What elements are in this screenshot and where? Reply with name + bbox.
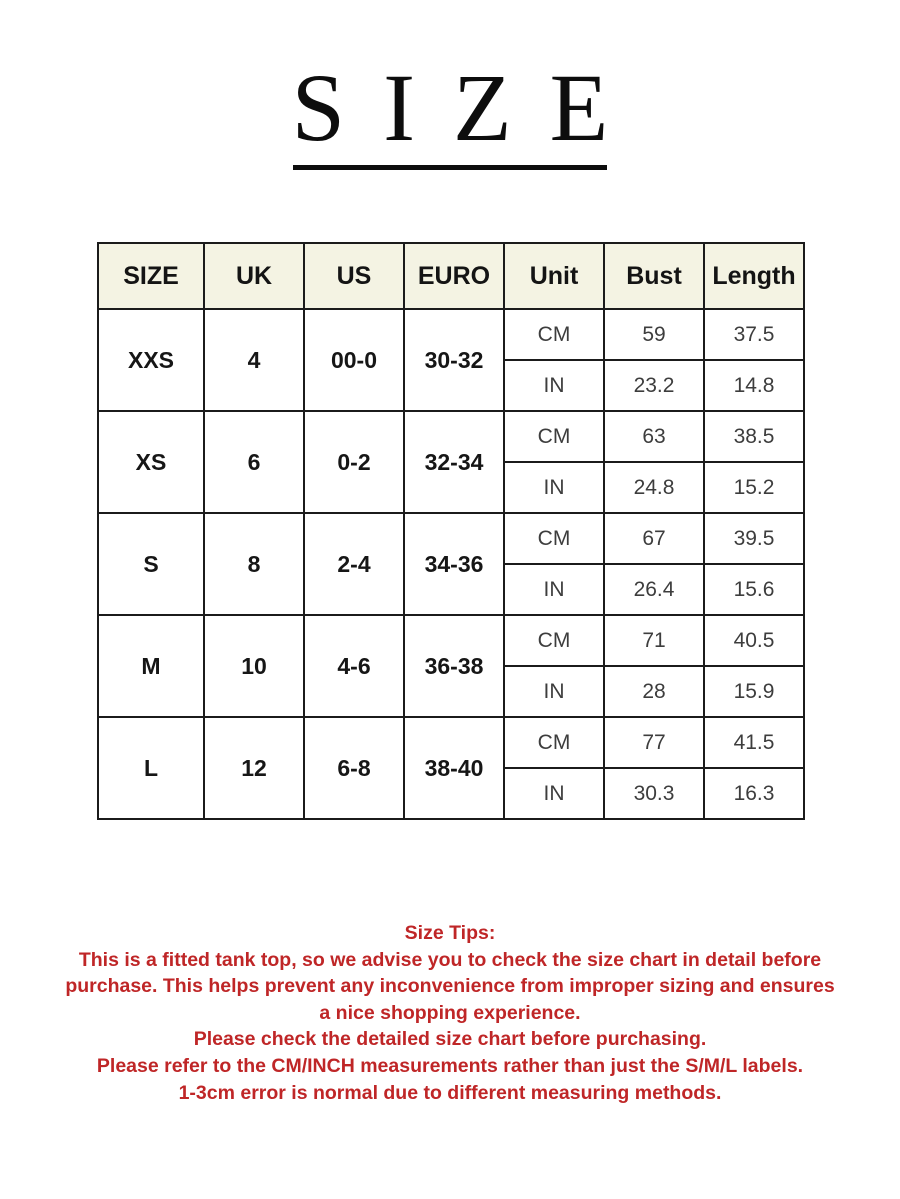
table-row-l-cm — [98, 717, 804, 768]
cell-unit-cm: CM — [504, 411, 604, 462]
cell-us: 2-4 — [304, 513, 404, 615]
cell-unit-in: IN — [504, 360, 604, 411]
cell-uk: 4 — [204, 309, 304, 411]
cell-unit-cm: CM — [504, 615, 604, 666]
tips-line-5: Please refer to the CM/INCH measurements rather than just the S/M/L labels. — [96, 1054, 804, 1077]
tips-line-1: This is a fitted tank top, so we advise you to check the size chart in detail before — [78, 948, 822, 971]
col-header-us: US — [304, 243, 404, 309]
cell-unit-in: IN — [504, 564, 604, 615]
cell-length-cm: 37.5 — [704, 309, 804, 360]
cell-uk: 8 — [204, 513, 304, 615]
title-underline — [293, 165, 607, 170]
cell-euro: 38-40 — [404, 717, 504, 819]
cell-unit-in: IN — [504, 462, 604, 513]
size-tips-section — [0, 920, 900, 1106]
table-row-m-cm — [98, 615, 804, 666]
cell-bust-in: 28 — [604, 666, 704, 717]
cell-bust-cm: 59 — [604, 309, 704, 360]
cell-uk: 12 — [204, 717, 304, 819]
cell-us: 6-8 — [304, 717, 404, 819]
table-header-row — [98, 243, 804, 309]
cell-uk: 6 — [204, 411, 304, 513]
cell-euro: 34-36 — [404, 513, 504, 615]
col-header-length: Length — [704, 243, 804, 309]
table-row-xxs-cm — [98, 309, 804, 360]
col-header-euro: EURO — [404, 243, 504, 309]
cell-bust-in: 24.8 — [604, 462, 704, 513]
cell-length-cm: 40.5 — [704, 615, 804, 666]
tips-line-3: a nice shopping experience. — [319, 1001, 581, 1024]
tips-line-2: purchase. This helps prevent any inconvenience from improper sizing and ensures — [65, 975, 835, 998]
title-section — [0, 54, 900, 170]
cell-unit-cm: CM — [504, 513, 604, 564]
cell-bust-cm: 71 — [604, 615, 704, 666]
cell-size: XS — [98, 411, 204, 513]
cell-euro: 32-34 — [404, 411, 504, 513]
tips-line-6: 1-3cm error is normal due to different measuring methods. — [178, 1081, 722, 1104]
cell-size: M — [98, 615, 204, 717]
col-header-unit: Unit — [504, 243, 604, 309]
page-title: SIZE — [291, 54, 647, 161]
cell-size: XXS — [98, 309, 204, 411]
cell-length-in: 16.3 — [704, 768, 804, 819]
cell-bust-in: 30.3 — [604, 768, 704, 819]
tips-title: Size Tips: — [404, 922, 496, 944]
cell-euro: 36-38 — [404, 615, 504, 717]
table-row-xs-cm — [98, 411, 804, 462]
col-header-bust: Bust — [604, 243, 704, 309]
cell-bust-cm: 67 — [604, 513, 704, 564]
cell-us: 0-2 — [304, 411, 404, 513]
cell-length-cm: 39.5 — [704, 513, 804, 564]
cell-length-cm: 38.5 — [704, 411, 804, 462]
col-header-size: SIZE — [98, 243, 204, 309]
cell-size: L — [98, 717, 204, 819]
cell-bust-cm: 63 — [604, 411, 704, 462]
table-row-s-cm — [98, 513, 804, 564]
cell-unit-cm: CM — [504, 717, 604, 768]
cell-size: S — [98, 513, 204, 615]
cell-length-in: 15.2 — [704, 462, 804, 513]
cell-length-in: 15.9 — [704, 666, 804, 717]
cell-length-in: 15.6 — [704, 564, 804, 615]
cell-length-cm: 41.5 — [704, 717, 804, 768]
size-table — [97, 242, 805, 820]
cell-us: 4-6 — [304, 615, 404, 717]
cell-length-in: 14.8 — [704, 360, 804, 411]
cell-bust-cm: 77 — [604, 717, 704, 768]
cell-unit-cm: CM — [504, 309, 604, 360]
cell-euro: 30-32 — [404, 309, 504, 411]
cell-unit-in: IN — [504, 768, 604, 819]
col-header-uk: UK — [204, 243, 304, 309]
cell-unit-in: IN — [504, 666, 604, 717]
cell-uk: 10 — [204, 615, 304, 717]
cell-bust-in: 23.2 — [604, 360, 704, 411]
cell-bust-in: 26.4 — [604, 564, 704, 615]
cell-us: 00-0 — [304, 309, 404, 411]
tips-line-4: Please check the detailed size chart before purchasing. — [193, 1028, 707, 1051]
